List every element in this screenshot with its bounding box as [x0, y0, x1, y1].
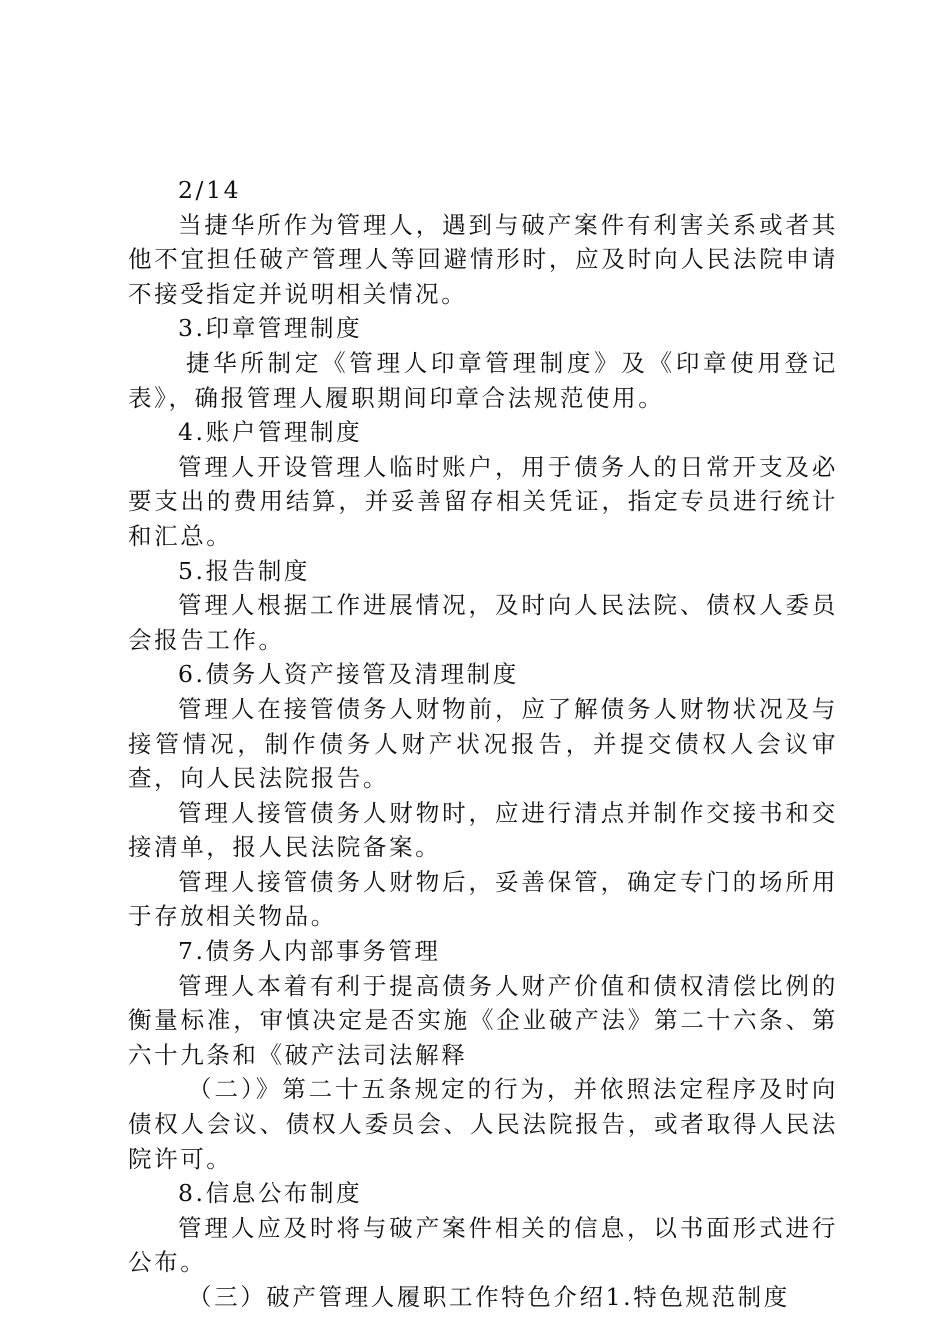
paragraph-avoidance: 当捷华所作为管理人，遇到与破产案件有利害关系或者其他不宜担任破产管理人等回避情形时，应及时向人民法院申请不接受指定并说明相关情况。: [128, 210, 838, 308]
paragraph-internal-affairs: 管理人本着有利于提高债务人财产价值和债权清偿比例的衡量标准，审慎决定是否实施《企业破产法》第二十六条、第六十九条和《破产法司法解释: [128, 971, 838, 1069]
paragraph-asset-takeover-during: 管理人接管债务人财物时，应进行清点并制作交接书和交接清单，报人民法院备案。: [128, 798, 838, 862]
paragraph-seal-management: 捷华所制定《管理人印章管理制度》及《印章使用登记表》，确报管理人履职期间印章合法规范使用。: [128, 348, 838, 412]
paragraph-asset-takeover-after: 管理人接管债务人财物后，妥善保管，确定专门的场所用于存放相关物品。: [128, 867, 838, 931]
heading-seal-management: 3.印章管理制度: [178, 314, 363, 343]
paragraph-asset-takeover-before: 管理人在接管债务人财物前，应了解债务人财物状况及与接管情况，制作债务人财产状况报告，并提交债权人会议审查，向人民法院报告。: [128, 694, 838, 793]
heading-asset-takeover: 6.债务人资产接管及清理制度: [178, 660, 519, 689]
heading-report-system: 5.报告制度: [178, 556, 311, 585]
heading-internal-affairs: 7.债务人内部事务管理: [178, 937, 441, 966]
heading-information-disclosure: 8.信息公布制度: [178, 1179, 363, 1208]
paragraph-report-system: 管理人根据工作进展情况，及时向人民法院、债权人委员会报告工作。: [128, 591, 838, 654]
paragraph-internal-affairs-continued: （二）》第二十五条规定的行为，并依照法定程序及时向债权人会议、债权人委员会、人民法院报告，或者取得人民法院许可。: [128, 1075, 838, 1173]
paragraph-information-disclosure: 管理人应及时将与破产案件相关的信息，以书面形式进行公布。: [128, 1213, 838, 1277]
heading-features-introduction: （三）破产管理人履职工作特色介绍1.特色规范制度: [188, 1283, 790, 1311]
page-number: 2/14: [178, 176, 242, 204]
heading-account-management: 4.账户管理制度: [178, 418, 363, 447]
document-body: [128, 173, 838, 1315]
paragraph-account-management: 管理人开设管理人临时账户，用于债务人的日常开支及必要支出的费用结算，并妥善留存相关凭证，指定专员进行统计和汇总。: [128, 452, 838, 550]
